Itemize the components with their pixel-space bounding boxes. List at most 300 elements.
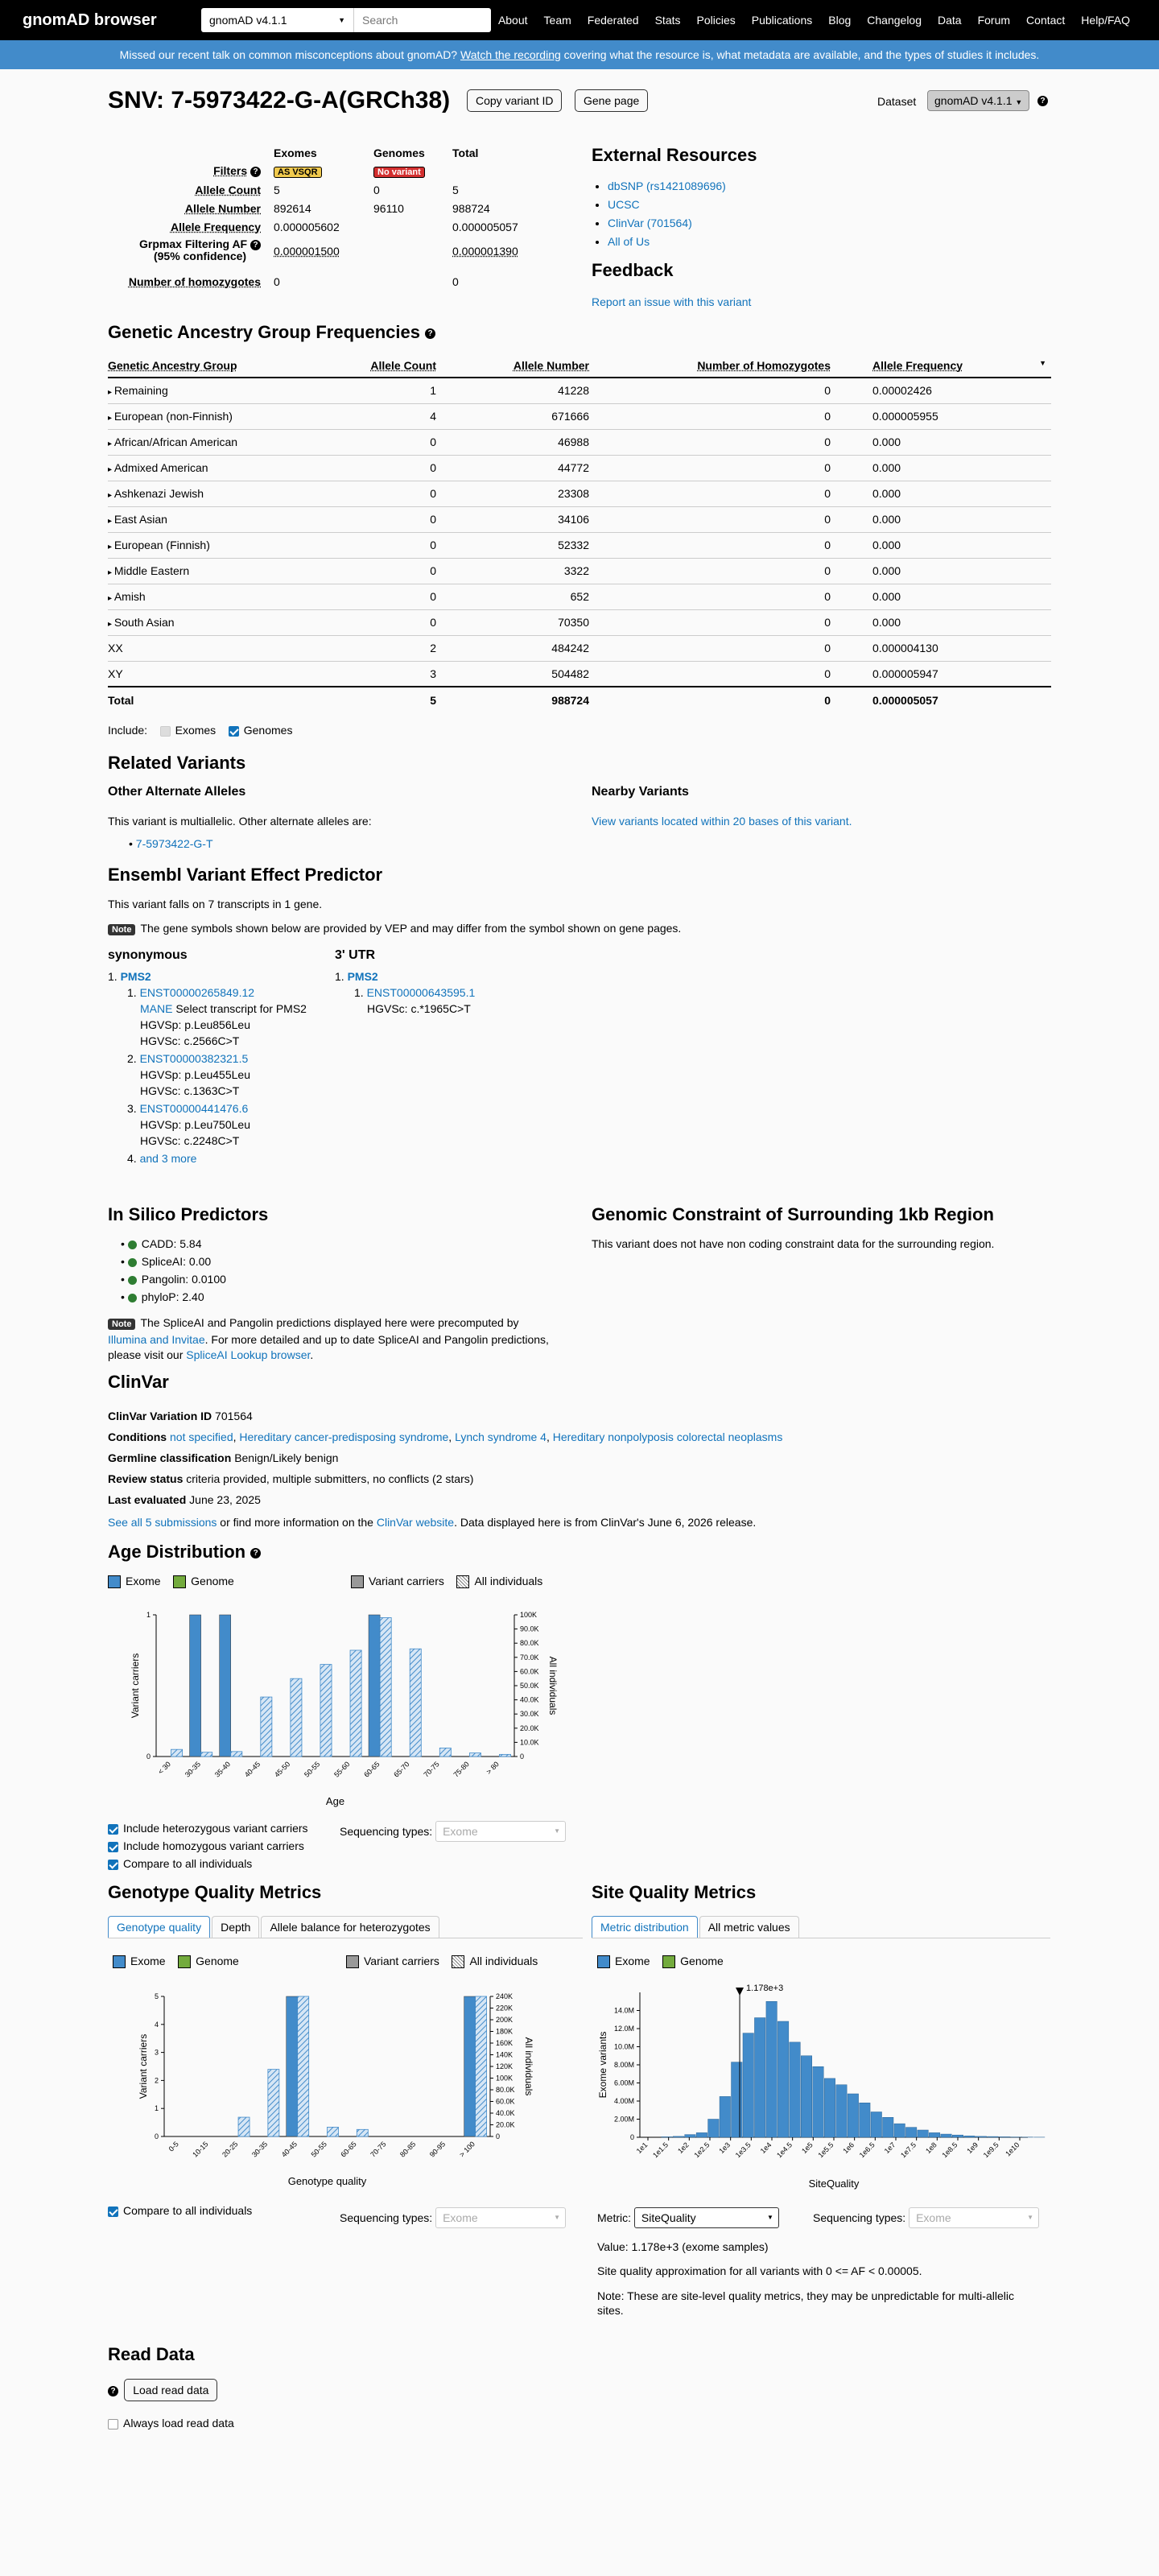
cell-value: 23308 xyxy=(558,487,589,500)
x-tick-label: 45-50 xyxy=(272,1760,292,1779)
tab-metric-distribution[interactable]: Metric distribution xyxy=(592,1916,698,1938)
seq-type-select[interactable] xyxy=(435,2207,566,2228)
expand-icon[interactable]: ▸ xyxy=(108,543,114,551)
dataset-label: Dataset xyxy=(877,95,917,108)
cell-value: 0.000005955 xyxy=(872,410,938,423)
x-tick-label: 1e9.5 xyxy=(981,2140,1000,2160)
help-icon[interactable]: ? xyxy=(108,2386,118,2396)
x-tick-label: 1e8 xyxy=(924,2140,938,2156)
hgvsc: HGVSc: c.2566C>T xyxy=(140,1034,240,1047)
legend-exome: Exome xyxy=(130,1955,166,1967)
col-total: Total xyxy=(452,147,479,159)
legend-all: All individuals xyxy=(474,1575,543,1587)
gene-link[interactable]: PMS2 xyxy=(347,970,378,983)
histogram-bar xyxy=(801,2056,811,2137)
site-title: Site Quality Metrics xyxy=(592,1882,757,1902)
y2-tick-label: 60.0K xyxy=(520,1667,539,1676)
y-axis-label: Variant carriers xyxy=(130,1653,141,1719)
gq-compare xyxy=(108,2204,252,2217)
note-tag: Note xyxy=(108,924,135,935)
help-icon[interactable]: ? xyxy=(425,328,435,339)
ac-total: 5 xyxy=(452,184,459,196)
expand-icon[interactable]: ▸ xyxy=(108,594,114,603)
x-tick-label: > 100 xyxy=(457,2140,477,2159)
cell-value: 0 xyxy=(824,461,831,474)
cell-value: 0 xyxy=(430,590,436,603)
nav-link-stats[interactable]: Stats xyxy=(654,14,681,27)
histogram-bar xyxy=(824,2079,835,2137)
y2-tick-label: 20.0K xyxy=(520,1724,539,1732)
x-tick-label: 1e4 xyxy=(758,2140,773,2156)
other-alleles-title: Other Alternate Alleles xyxy=(108,785,246,799)
table-cell xyxy=(591,506,832,532)
legend-carriers: Variant carriers xyxy=(364,1955,439,1967)
legend-genome: Genome xyxy=(191,1575,234,1587)
histogram-bar xyxy=(662,2136,672,2137)
table-row[interactable] xyxy=(108,558,1051,584)
clinvar-website-link[interactable]: ClinVar website xyxy=(376,1516,455,1529)
all-individuals-bar xyxy=(171,1749,183,1757)
vep-text: This variant falls on 7 transcripts in 1 gene. xyxy=(108,898,323,910)
gene-link[interactable]: PMS2 xyxy=(120,970,151,983)
all-individuals-bar xyxy=(298,1996,309,2136)
table-cell xyxy=(832,455,1051,481)
cell-value: 0.000 xyxy=(872,513,901,526)
filter-badge-genome[interactable]: No variant xyxy=(373,167,425,178)
cell-value: 652 xyxy=(570,590,589,603)
histogram-bar xyxy=(894,2124,905,2137)
cell-value: 44772 xyxy=(558,461,589,474)
table-cell xyxy=(349,635,438,661)
transcript-link[interactable]: ENST00000265849.12 xyxy=(139,986,255,999)
x-tick-label: 1e4.5 xyxy=(775,2140,794,2160)
x-tick-label: 50-55 xyxy=(303,1760,322,1779)
condition-link[interactable]: not specified xyxy=(170,1430,233,1443)
cell-value: 0 xyxy=(824,513,831,526)
cell-value: 0 xyxy=(430,487,436,500)
chevron-down-icon: ▼ xyxy=(1015,98,1023,106)
age-title-text: Age Distribution xyxy=(108,1542,246,1562)
dataset-selector[interactable] xyxy=(201,8,354,32)
hom-label: Include homozygous variant carriers xyxy=(123,1839,304,1852)
nav-link-help-faq[interactable]: Help/FAQ xyxy=(1081,14,1130,27)
exomes-checkbox[interactable] xyxy=(160,726,171,737)
exome-swatch xyxy=(113,1955,126,1968)
external-link[interactable]: dbSNP (rs1421089696) xyxy=(608,180,726,192)
histogram-bar xyxy=(952,2135,963,2137)
histogram-bar xyxy=(777,2021,788,2137)
status-dot-icon xyxy=(128,1276,137,1285)
spliceai-lookup-link[interactable]: SpliceAI Lookup browser xyxy=(186,1348,311,1361)
table-cell xyxy=(438,558,591,584)
nav-link-federated[interactable]: Federated xyxy=(587,14,639,27)
table-row[interactable] xyxy=(108,609,1051,635)
all-individuals-bar xyxy=(328,2127,339,2136)
x-tick-label: 20-25 xyxy=(221,2140,240,2159)
nearby-link[interactable]: View variants located within 20 bases of this variant. xyxy=(592,815,852,828)
legend-all: All individuals xyxy=(469,1955,538,1967)
cell-value: 0.000 xyxy=(872,487,901,500)
carrier-bar xyxy=(287,1996,298,2136)
chevron-down-icon: ▼ xyxy=(766,2214,773,2221)
x-tick-label: 1e2 xyxy=(676,2140,691,2156)
table-cell xyxy=(108,481,349,506)
y-tick-label: 10.0M xyxy=(613,2042,634,2051)
x-tick-label: 0-5 xyxy=(167,2140,180,2153)
cell-value: 70350 xyxy=(558,616,589,629)
af-exome: 0.000005602 xyxy=(274,221,340,233)
y2-tick-label: 30.0K xyxy=(520,1710,539,1719)
y2-tick-label: 80.0K xyxy=(496,2086,515,2094)
gene-page-button[interactable]: Gene page xyxy=(575,89,648,112)
table-cell xyxy=(591,687,832,712)
cell-value: 0 xyxy=(824,616,831,629)
predictor-value: phyloP: 2.40 xyxy=(141,1290,204,1303)
table-cell xyxy=(108,687,349,712)
histogram-bar xyxy=(743,2033,753,2137)
cell-value: 0.000005057 xyxy=(872,693,938,707)
gq-legend-type xyxy=(346,1955,538,1968)
y-tick-label: 1 xyxy=(154,2104,159,2113)
age-chart xyxy=(108,1602,583,1811)
help-icon[interactable]: ? xyxy=(1037,96,1048,106)
table-cell xyxy=(438,661,591,687)
external-link[interactable]: ClinVar (701564) xyxy=(608,217,692,229)
nearby-title: Nearby Variants xyxy=(592,785,689,799)
genotype-title: Genotype Quality Metrics xyxy=(108,1882,322,1902)
table-row[interactable] xyxy=(108,378,1051,403)
cell-value: 2 xyxy=(430,642,436,654)
table-cell xyxy=(591,429,832,455)
cell-value: European (Finnish) xyxy=(113,539,210,551)
dataset-select[interactable] xyxy=(927,90,1029,111)
histogram-bar xyxy=(929,2132,939,2137)
table-row[interactable] xyxy=(108,455,1051,481)
histogram-bar xyxy=(860,2103,870,2137)
histogram-bar xyxy=(941,2134,951,2137)
table-row[interactable] xyxy=(108,584,1051,609)
x-axis-label: Age xyxy=(325,1795,345,1807)
cell-value: 0 xyxy=(824,384,831,398)
table-cell xyxy=(438,609,591,635)
status-dot-icon xyxy=(128,1294,137,1302)
copy-variant-id-button[interactable]: Copy variant ID xyxy=(467,89,562,112)
table-row[interactable] xyxy=(108,506,1051,532)
table-cell xyxy=(438,403,591,429)
expand-icon[interactable]: ▸ xyxy=(108,491,114,500)
announcement-banner xyxy=(0,40,1159,69)
cell-value: 0 xyxy=(824,539,831,551)
dataset-value: gnomAD v4.1.1 xyxy=(209,14,287,27)
x-axis-label: Genotype quality xyxy=(287,2175,367,2187)
germline-value: Benign/Likely benign xyxy=(234,1451,339,1464)
age-options xyxy=(108,1819,308,1872)
predictor-item: • Pangolin: 0.0100 xyxy=(121,1273,226,1286)
y-tick-label: 14.0M xyxy=(613,2006,634,2015)
cell-value: 0.000 xyxy=(872,616,901,629)
help-icon[interactable]: ? xyxy=(250,1548,261,1558)
vep-note-text: The gene symbols shown below are provided by VEP and may differ from the symbol shown on gene pages. xyxy=(140,922,682,935)
x-tick-label: 1e5.5 xyxy=(816,2140,835,2160)
genome-swatch xyxy=(662,1955,675,1968)
x-axis-label: SiteQuality xyxy=(808,2178,860,2190)
cell-value: 0 xyxy=(824,590,831,603)
table-cell xyxy=(438,635,591,661)
nav-link-team[interactable]: Team xyxy=(543,14,571,27)
x-tick-label: 80-85 xyxy=(398,2140,418,2159)
transcript-link[interactable]: ENST00000441476.6 xyxy=(139,1102,249,1115)
genome-swatch xyxy=(178,1955,191,1968)
ac-genome: 0 xyxy=(373,184,380,196)
table-cell xyxy=(832,532,1051,558)
histogram-bar xyxy=(720,2096,730,2137)
y-axis-label: Variant carriers xyxy=(138,2033,149,2099)
conditions-label: Conditions xyxy=(108,1430,167,1443)
y2-tick-label: 140K xyxy=(496,2050,514,2059)
expand-icon[interactable]: ▸ xyxy=(108,465,114,474)
tab-genotype-quality[interactable]: Genotype quality xyxy=(108,1916,210,1938)
cell-value: 0.000 xyxy=(872,461,901,474)
col-exomes: Exomes xyxy=(274,147,317,159)
banner-link[interactable]: Watch the recording xyxy=(460,48,561,61)
histogram-bar xyxy=(696,2132,707,2137)
other-allele-link[interactable]: 7-5973422-G-T xyxy=(135,837,213,850)
histogram-bar xyxy=(975,2136,986,2137)
x-tick-label: 1e3.5 xyxy=(733,2140,753,2160)
nav-link-publications[interactable]: Publications xyxy=(751,14,813,27)
load-read-data-button[interactable]: Load read data xyxy=(124,2379,217,2401)
feedback-title: Feedback xyxy=(592,260,674,280)
nav-link-policies[interactable]: Policies xyxy=(696,14,736,27)
table-row[interactable] xyxy=(108,429,1051,455)
cell-value: 0 xyxy=(430,616,436,629)
allele-frequency-label: Allele Frequency xyxy=(170,221,261,233)
x-tick-label: 1e1.5 xyxy=(651,2140,670,2160)
all-individuals-bar xyxy=(357,2129,368,2136)
metric-select-row xyxy=(597,2207,779,2228)
y2-tick-label: 240K xyxy=(496,1992,514,2000)
condition-link[interactable]: Hereditary nonpolyposis colorectal neoplasms xyxy=(552,1430,783,1443)
transcript-link[interactable]: ENST00000643595.1 xyxy=(366,986,476,999)
help-icon[interactable]: ? xyxy=(250,167,261,177)
expand-icon[interactable]: ▸ xyxy=(108,414,114,423)
sq-approx-text: Site quality approximation for all variants with 0 <= AF < 0.00005. xyxy=(597,2264,922,2277)
table-cell xyxy=(591,558,832,584)
histogram-bar xyxy=(685,2135,695,2137)
condition-link[interactable]: Lynch syndrome 4 xyxy=(455,1430,547,1443)
cell-value: 0.000004130 xyxy=(872,642,938,654)
col-homozygotes[interactable]: Number of Homozygotes xyxy=(591,354,832,378)
y-tick-label: 1 xyxy=(146,1611,151,1619)
expand-icon[interactable]: ▸ xyxy=(108,517,114,526)
table-cell xyxy=(832,609,1051,635)
nav-link-blog[interactable]: Blog xyxy=(828,14,852,27)
table-row xyxy=(108,661,1051,687)
nav-link-changelog[interactable]: Changelog xyxy=(867,14,922,27)
x-tick-label: 60-65 xyxy=(339,2140,358,2159)
x-tick-label: 30-35 xyxy=(250,2140,270,2159)
x-tick-label: 40-45 xyxy=(242,1760,262,1779)
ancestry-table xyxy=(108,354,1051,712)
total-row xyxy=(108,687,1051,712)
cell-value: 34106 xyxy=(558,513,589,526)
insilico-list xyxy=(121,1235,226,1306)
cell-value: 0.000005947 xyxy=(872,667,938,680)
table-row[interactable] xyxy=(108,481,1051,506)
all-individuals-bar xyxy=(380,1618,391,1757)
table-cell xyxy=(438,378,591,403)
cell-value: 0 xyxy=(430,564,436,577)
expand-icon[interactable]: ▸ xyxy=(108,440,114,448)
cell-value: Amish xyxy=(113,590,146,603)
condition-link[interactable]: Hereditary cancer-predisposing syndrome xyxy=(239,1430,449,1443)
histogram-bar xyxy=(905,2128,916,2137)
table-cell xyxy=(108,455,349,481)
tab-all-metric-values[interactable]: All metric values xyxy=(699,1916,799,1938)
table-cell xyxy=(349,429,438,455)
clinvar-id-label: ClinVar Variation ID xyxy=(108,1410,212,1422)
metric-value: SiteQuality xyxy=(641,2211,696,2224)
external-link[interactable]: UCSC xyxy=(608,198,640,211)
hom-checkbox[interactable] xyxy=(108,1842,118,1852)
all-individuals-bar xyxy=(469,1753,481,1757)
het-label: Include heterozygous variant carriers xyxy=(123,1822,308,1835)
an-total: 988724 xyxy=(452,202,490,215)
brand-logo[interactable]: gnomAD browser xyxy=(23,11,157,29)
expand-icon[interactable]: ▸ xyxy=(108,388,114,398)
hgvsp: HGVSp: p.Leu455Leu xyxy=(140,1068,250,1081)
table-cell xyxy=(832,429,1051,455)
cell-value: 0 xyxy=(824,667,831,680)
col-allele-frequency[interactable] xyxy=(832,354,1051,378)
grpmax-label-line2: (95% confidence) xyxy=(153,250,247,262)
expand-icon[interactable]: ▸ xyxy=(108,568,114,577)
tab-depth[interactable]: Depth xyxy=(212,1916,259,1938)
y2-tick-label: 180K xyxy=(496,2027,514,2036)
table-cell xyxy=(832,584,1051,609)
table-cell xyxy=(438,532,591,558)
cell-value: 0.000 xyxy=(872,436,901,448)
y2-tick-label: 70.0K xyxy=(520,1653,539,1662)
seq-value: Exome xyxy=(443,1825,478,1838)
insilico-title: In Silico Predictors xyxy=(108,1204,269,1224)
table-row[interactable] xyxy=(108,403,1051,429)
nav-link-forum[interactable]: Forum xyxy=(977,14,1011,27)
col-group[interactable]: Genetic Ancestry Group xyxy=(108,354,349,378)
expand-icon[interactable]: ▸ xyxy=(108,620,114,629)
histogram-bar xyxy=(673,2136,683,2137)
cell-value: 0 xyxy=(430,539,436,551)
x-tick-label: 10-15 xyxy=(191,2140,210,2159)
metric-select[interactable] xyxy=(634,2207,779,2228)
hgvsc: HGVSc: c.1363C>T xyxy=(140,1084,240,1097)
clinvar-text: or find more information on the xyxy=(220,1516,373,1529)
y2-tick-label: 20.0K xyxy=(496,2120,515,2129)
histogram-bar xyxy=(708,2120,719,2138)
other-alleles-text: This variant is multiallelic. Other alternate alleles are: xyxy=(108,815,372,828)
carrier-bar xyxy=(220,1615,231,1757)
read-data-title: Read Data xyxy=(108,2344,195,2364)
y2-tick-label: 100K xyxy=(520,1611,538,1619)
cell-value: 0 xyxy=(430,461,436,474)
nav-link-contact[interactable]: Contact xyxy=(1026,14,1066,27)
x-tick-label: 1e9 xyxy=(965,2140,980,2156)
table-cell xyxy=(832,481,1051,506)
exome-swatch xyxy=(597,1955,610,1968)
compare-checkbox[interactable] xyxy=(108,1860,118,1870)
ancestry-title xyxy=(108,322,435,343)
table-cell xyxy=(108,506,349,532)
cell-value: 484242 xyxy=(551,642,589,654)
transcript-link[interactable]: ENST00000382321.5 xyxy=(139,1052,249,1065)
insilico-note xyxy=(108,1315,583,1363)
table-cell xyxy=(108,584,349,609)
external-link[interactable]: All of Us xyxy=(608,235,650,248)
y2-tick-label: 90.0K xyxy=(520,1624,539,1633)
mane-link[interactable]: MANE xyxy=(140,1002,173,1015)
note-tag: Note xyxy=(108,1319,135,1330)
help-icon[interactable]: ? xyxy=(250,240,261,250)
col-allele-count[interactable]: Allele Count xyxy=(349,354,438,378)
genomes-checkbox[interactable] xyxy=(229,726,239,737)
cell-value: 1 xyxy=(430,384,436,398)
tab-allele-balance[interactable]: Allele balance for heterozygotes xyxy=(261,1916,439,1938)
histogram-bar xyxy=(964,2136,975,2137)
age-legend-type xyxy=(351,1575,542,1588)
all-individuals-bar xyxy=(238,2117,250,2136)
cell-value: East Asian xyxy=(113,513,167,526)
age-title xyxy=(108,1542,261,1563)
hgvsp: HGVSp: p.Leu750Leu xyxy=(140,1118,250,1131)
see-submissions-link[interactable]: See all 5 submissions xyxy=(108,1516,217,1529)
table-row[interactable] xyxy=(108,532,1051,558)
table-cell xyxy=(438,584,591,609)
genotype-quality-chart xyxy=(108,1982,583,2191)
search-input[interactable]: Search xyxy=(362,14,398,27)
seq-label: Sequencing types: xyxy=(340,1825,433,1838)
more-transcripts-link[interactable]: and 3 more xyxy=(139,1152,197,1165)
seq-label: Sequencing types: xyxy=(813,2211,906,2224)
always-load-checkbox[interactable] xyxy=(108,2419,118,2429)
other-allele-item: • 7-5973422-G-T xyxy=(129,837,213,850)
legend-genome: Genome xyxy=(196,1955,239,1967)
histogram-bar xyxy=(871,2112,881,2138)
clinvar-submissions xyxy=(108,1516,756,1529)
seq-type-select[interactable] xyxy=(909,2207,1039,2228)
external-link-item xyxy=(608,214,726,233)
mane-text: Select transcript for PMS2 xyxy=(175,1002,307,1015)
table-cell xyxy=(832,558,1051,584)
illumina-link[interactable]: Illumina and Invitae xyxy=(108,1333,205,1346)
last-evaluated-value: June 23, 2025 xyxy=(189,1493,261,1506)
nav-link-data[interactable]: Data xyxy=(938,14,962,27)
filter-badge-exome[interactable]: AS VSQR xyxy=(274,167,322,178)
compare-checkbox[interactable] xyxy=(108,2207,118,2217)
col-allele-number[interactable]: Allele Number xyxy=(438,354,591,378)
table-cell xyxy=(591,584,832,609)
het-checkbox[interactable] xyxy=(108,1824,118,1835)
histogram-bar xyxy=(848,2094,858,2137)
seq-type-select[interactable] xyxy=(435,1821,566,1842)
cell-value: 0.000 xyxy=(872,539,901,551)
review-label: Review status xyxy=(108,1472,184,1485)
table-cell xyxy=(591,403,832,429)
table-cell xyxy=(349,584,438,609)
table-cell xyxy=(591,378,832,403)
nav-link-about[interactable]: About xyxy=(497,14,528,27)
report-issue-link[interactable]: Report an issue with this variant xyxy=(592,295,752,308)
last-evaluated-label: Last evaluated xyxy=(108,1493,187,1506)
